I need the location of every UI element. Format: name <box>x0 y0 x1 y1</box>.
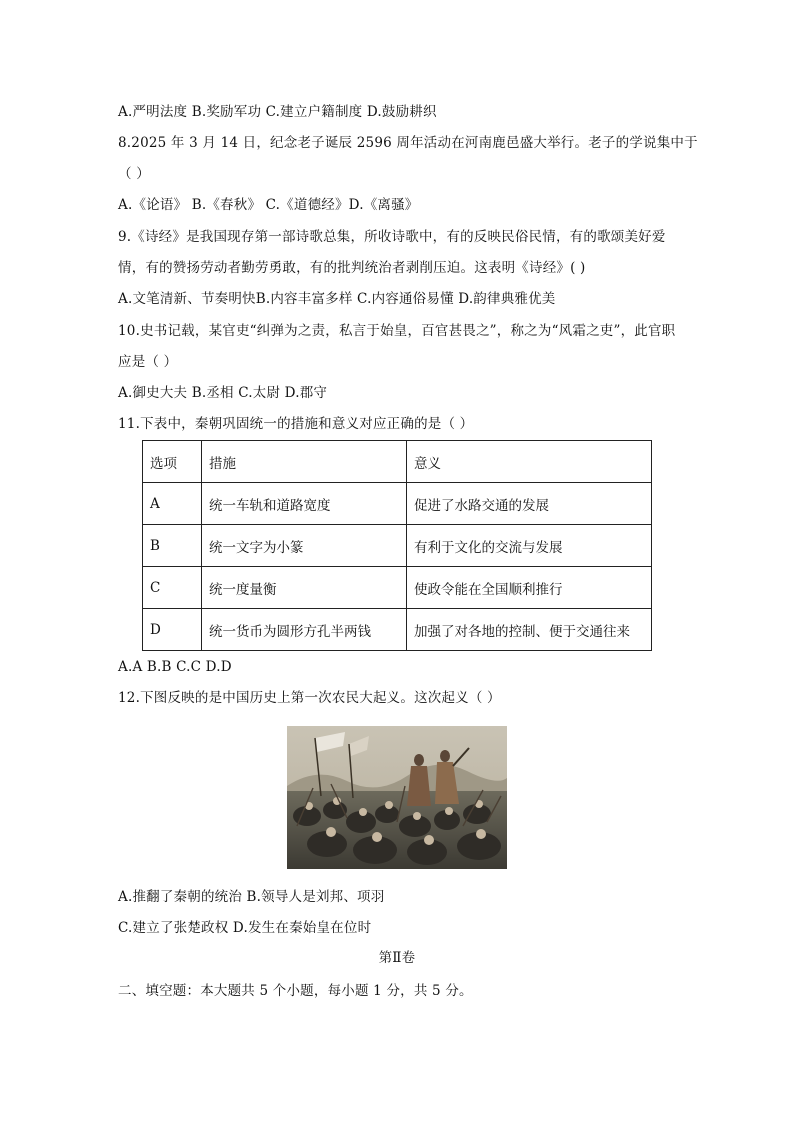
q8-options: A.《论语》 B.《春秋》 C.《道德经》D.《离骚》 <box>118 197 419 213</box>
q12-options-line1: A.推翻了秦朝的统治 B.领导人是刘邦、项羽 <box>118 889 385 905</box>
table-cell: 加强了对各地的控制、便于交通往来 <box>407 609 652 651</box>
q8-stem-line1: 8.2025 年 3 月 14 日，纪念老子诞辰 2596 周年活动在河南鹿邑盛大举行。老子的学说集中于 <box>118 135 698 151</box>
q7-options: A.严明法度 B.奖励军功 C.建立户籍制度 D.鼓励耕织 <box>118 104 437 120</box>
q12-options-line2: C.建立了张楚政权 D.发生在秦始皇在位时 <box>118 920 372 936</box>
q10-stem-line2: 应是（ ） <box>118 354 178 370</box>
table-cell: 统一货币为圆形方孔半两钱 <box>202 609 407 651</box>
q12-stem: 12.下图反映的是中国历史上第一次农民大起义。这次起义（ ） <box>118 690 501 706</box>
table-cell: 统一度量衡 <box>202 567 407 609</box>
volume-title: 第Ⅱ卷 <box>378 950 416 966</box>
q8-stem-line2: （ ） <box>118 166 150 182</box>
table-header-row <box>143 441 652 483</box>
q9-options: A.文笔清新、节奏明快B.内容丰富多样 C.内容通俗易懂 D.韵律典雅优美 <box>118 291 556 307</box>
table-row <box>143 525 652 567</box>
table-header-cell: 措施 <box>202 441 407 483</box>
table-cell: 统一车轨和道路宽度 <box>202 483 407 525</box>
section2-heading: 二、填空题：本大题共 5 个小题，每小题 1 分，共 5 分。 <box>118 983 473 999</box>
q10-options: A.御史大夫 B.丞相 C.太尉 D.郡守 <box>118 385 328 401</box>
q10-stem-line1: 10.史书记载，某官吏“纠弹为之责，私言于始皇，百官甚畏之”，称之为“风霜之吏”，此官职 <box>118 323 676 339</box>
table-cell: A <box>143 483 202 525</box>
q9-stem-line1: 9.《诗经》是我国现存第一部诗歌总集，所收诗歌中，有的反映民俗民情，有的歌颂美好爱 <box>118 229 666 245</box>
table-cell: D <box>143 609 202 651</box>
q9-stem-line2: 情，有的赞扬劳动者勤劳勇敢，有的批判统治者剥削压迫。这表明《诗经》( ) <box>118 260 586 276</box>
table-cell: B <box>143 525 202 567</box>
table-cell: 统一文字为小篆 <box>202 525 407 567</box>
table-header-cell: 意义 <box>407 441 652 483</box>
table-row <box>143 609 652 651</box>
table-row <box>143 483 652 525</box>
table-cell: 促进了水路交通的发展 <box>407 483 652 525</box>
table-header-cell: 选项 <box>143 441 202 483</box>
q11-options: A.A B.B C.C D.D <box>118 659 232 675</box>
table-cell: 有利于文化的交流与发展 <box>407 525 652 567</box>
table-cell: 使政令能在全国顺利推行 <box>407 567 652 609</box>
q11-table <box>142 440 652 651</box>
table-row <box>143 567 652 609</box>
q11-stem: 11.下表中，秦朝巩固统一的措施和意义对应正确的是（ ） <box>118 416 474 432</box>
peasant-uprising-painting <box>287 726 507 869</box>
table-cell: C <box>143 567 202 609</box>
